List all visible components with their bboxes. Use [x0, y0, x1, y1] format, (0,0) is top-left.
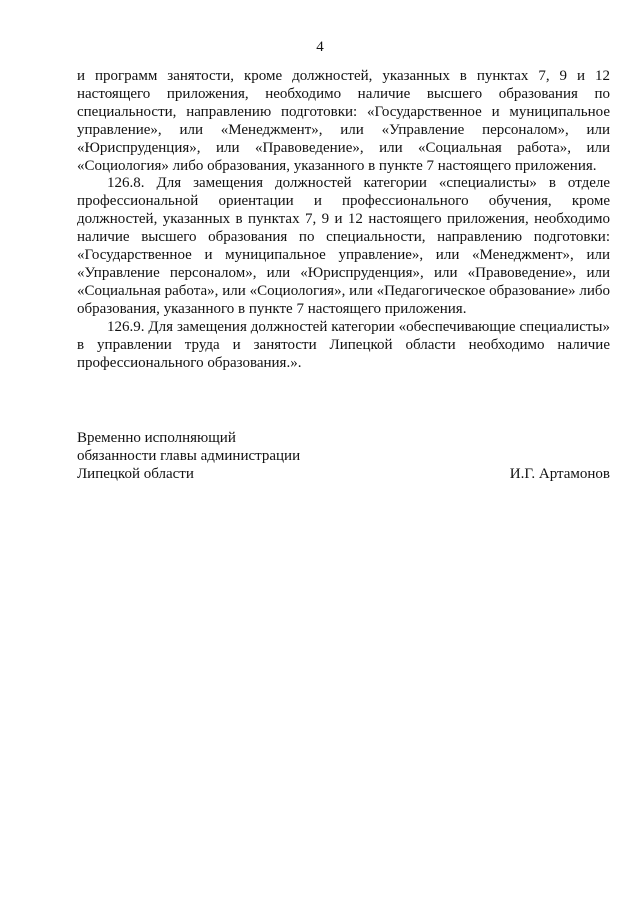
signature-row: [77, 466, 610, 484]
paragraph-continuation: и программ занятости, кроме должностей, указанных в пунктах 7, 9 и 12 настоящего приложения, необходимо наличие высшего образования по специальности, направлению подготовки: «Государственное и муниципальное управление», или «Менеджмент», или «Управление персоналом», или «Юриспруденция», или «Правоведение», или «Социальная работа», или «Социология» либо образования, указанного в пункте 7 настоящего приложения.: [77, 68, 610, 174]
paragraph-126-8: 126.8. Для замещения должностей категории «специалисты» в отделе профессиональной ориентации и профессионального обучения, кроме должностей, указанных в пунктах 7, 9 и 12 настоящего приложения, необходимо наличие высшего образования по специальности, направлению подготовки: «Государственное и муниципальное управление», или «Менеджмент», или «Управление персоналом», или «Юриспруденция», или «Правоведение», или «Социальная работа», или «Социология», или «Педагогическое образование» либо образования, указанного в пункте 7 настоящего приложения.: [77, 175, 610, 317]
signature-block: [77, 430, 610, 484]
page-number: 4: [316, 39, 324, 55]
paragraph-126-9: 126.9. Для замещения должностей категории «обеспечивающие специалисты» в управлении труда и занятости Липецкой области необходимо наличие профессионального образования.».: [77, 318, 610, 371]
signatory-position-line-2: обязанности главы администрации: [77, 447, 301, 464]
document-body: [77, 68, 610, 372]
signatory-position-line-3: Липецкой области: [77, 465, 194, 482]
signatory-position-line-1: Временно исполняющий: [77, 430, 236, 446]
signatory-name: И.Г. Артамонов: [509, 465, 610, 482]
